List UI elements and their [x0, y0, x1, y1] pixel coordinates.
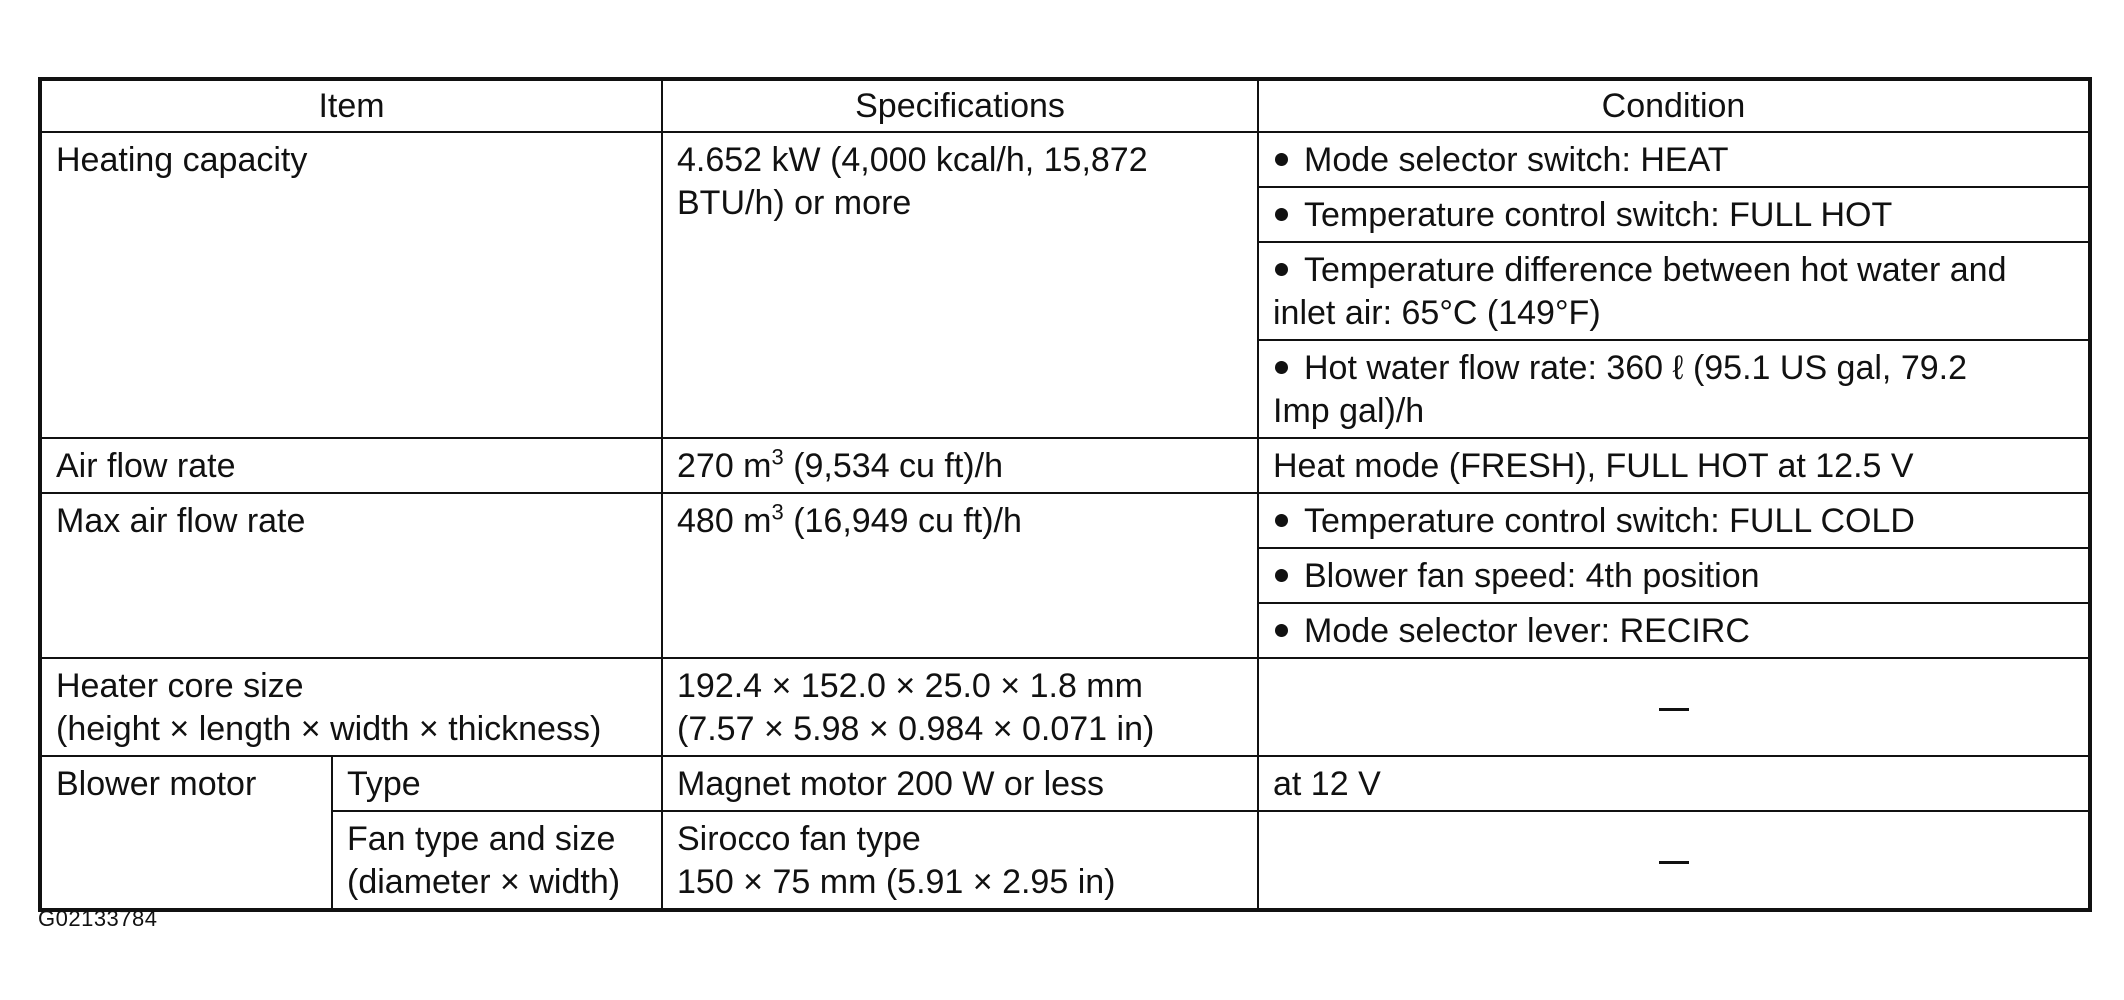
condition-text: Hot water flow rate: 360 ℓ (95.1 US gal, 79.2 [1304, 349, 1967, 387]
heater-core-size-item [40, 658, 662, 756]
bullet-icon [1275, 153, 1288, 166]
spec-line: 192.4 × 152.0 × 25.0 × 1.8 mm [677, 667, 1143, 705]
heater-core-size-condition [1258, 658, 2090, 756]
max-air-flow-condition-1 [1258, 493, 2090, 548]
dash-icon [1659, 861, 1689, 864]
heating-spec-line-2: BTU/h) or more [677, 184, 912, 222]
bullet-icon [1275, 208, 1288, 221]
condition-text: Mode selector lever: RECIRC [1304, 612, 1750, 650]
max-air-flow-condition-3 [1258, 603, 2090, 658]
heating-condition-4 [1258, 340, 2090, 438]
header-specifications: Specifications [662, 79, 1258, 132]
condition-line [1273, 347, 2074, 390]
condition-text: Temperature difference between hot water and [1304, 251, 2007, 289]
table-row-airflow [40, 438, 2090, 493]
table-row-heatercore [40, 658, 2090, 756]
air-flow-rate-spec [662, 438, 1258, 493]
spec-line: 150 × 75 mm (5.91 × 2.95 in) [677, 863, 1116, 901]
blower-type-spec: Magnet motor 200 W or less [662, 756, 1258, 811]
table-row-heating-1 [40, 132, 2090, 187]
condition-text: Temperature control switch: FULL HOT [1304, 196, 1893, 234]
table-row-blower-fan [40, 811, 2090, 910]
superscript: 3 [771, 499, 784, 525]
bullet-icon [1275, 514, 1288, 527]
bullet-icon [1275, 361, 1288, 374]
bullet-icon [1275, 569, 1288, 582]
condition-line: Imp gal)/h [1273, 392, 1425, 430]
max-air-flow-condition-2 [1258, 548, 2090, 603]
air-flow-rate-item: Air flow rate [40, 438, 662, 493]
spec-line: (7.57 × 5.98 × 0.984 × 0.071 in) [677, 710, 1155, 748]
item-line: Fan type and size [347, 820, 616, 858]
header-condition: Condition [1258, 79, 2090, 132]
blower-type-condition: at 12 V [1258, 756, 2090, 811]
header-item: Item [40, 79, 662, 132]
blower-type-label: Type [332, 756, 662, 811]
superscript: 3 [771, 444, 784, 470]
item-line: (height × length × width × thickness) [56, 710, 602, 748]
condition-line [1273, 249, 2074, 292]
heating-capacity-item: Heating capacity [40, 132, 662, 438]
air-flow-rate-condition: Heat mode (FRESH), FULL HOT at 12.5 V [1258, 438, 2090, 493]
heating-condition-3 [1258, 242, 2090, 340]
dash-icon [1659, 708, 1689, 711]
figure-code: G02133784 [38, 906, 158, 931]
header-row [40, 79, 2090, 132]
spec-text: 270 m [677, 447, 772, 485]
table-row-maxairflow-1 [40, 493, 2090, 548]
item-line: (diameter × width) [347, 863, 621, 901]
blower-fan-spec [662, 811, 1258, 910]
spec-text: (16,949 cu ft)/h [783, 502, 1022, 540]
condition-text: Temperature control switch: FULL COLD [1304, 502, 1915, 540]
condition-text: Blower fan speed: 4th position [1304, 557, 1760, 595]
heater-core-size-spec [662, 658, 1258, 756]
heating-spec-line-1: 4.652 kW (4,000 kcal/h, 15,872 [677, 141, 1148, 179]
heating-capacity-spec [662, 132, 1258, 438]
condition-text: Mode selector switch: HEAT [1304, 141, 1729, 179]
spec-line: Sirocco fan type [677, 820, 921, 858]
bullet-icon [1275, 263, 1288, 276]
bullet-icon [1275, 624, 1288, 637]
spec-text: 480 m [677, 502, 772, 540]
heating-condition-1 [1258, 132, 2090, 187]
blower-fan-condition [1258, 811, 2090, 910]
specification-table [38, 77, 2092, 912]
condition-line: inlet air: 65°C (149°F) [1273, 294, 1601, 332]
max-air-flow-rate-item: Max air flow rate [40, 493, 662, 658]
blower-fan-label [332, 811, 662, 910]
max-air-flow-rate-spec [662, 493, 1258, 658]
spec-text: (9,534 cu ft)/h [783, 447, 1003, 485]
table-row-blower-type [40, 756, 2090, 811]
blower-motor-item: Blower motor [40, 756, 332, 910]
item-line: Heater core size [56, 667, 304, 705]
heating-condition-2 [1258, 187, 2090, 242]
